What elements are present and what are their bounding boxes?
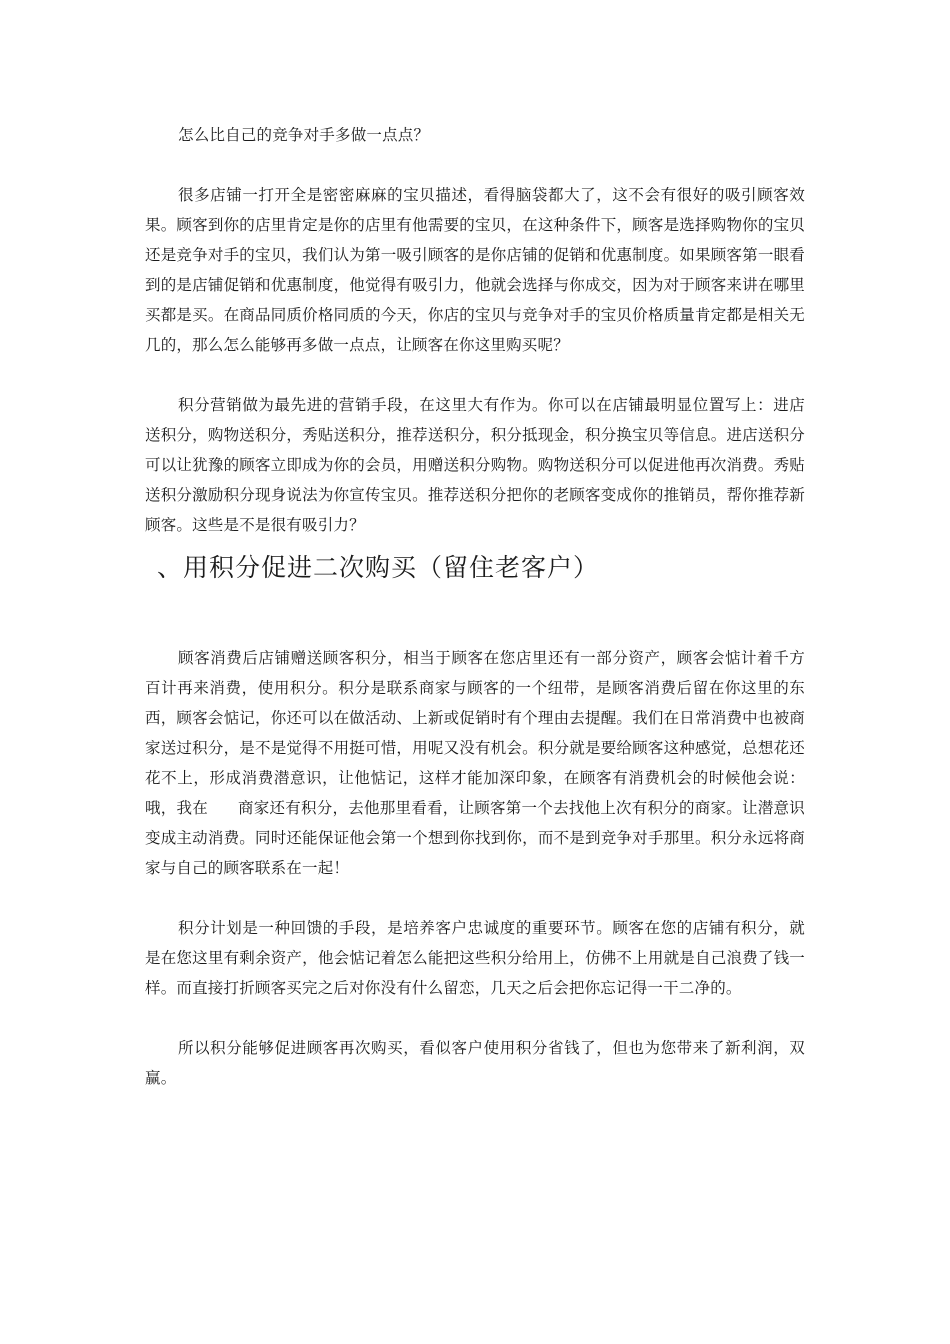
body-paragraph-3-part2: 商家还有积分，去他那里看看，让顾客第一个去找他上次有积分的商家。让潜意识变成主动消费。同时还能保证他会第一个想到你找到你，而不是到竞争对手那里。积分永远将商家与自己的顾客联系在一起！: [145, 799, 805, 877]
document-page: [145, 120, 805, 1093]
body-paragraph-4: 积分计划是一种回馈的手段，是培养客户忠诚度的重要环节。顾客在您的店铺有积分，就是在您这里有剩余资产，他会惦记着怎么能把这些积分给用上，仿佛不上用就是自己浪费了钱一样。而直接打折顾客买完之后对你没有什么留恋，几天之后会把你忘记得一干二净的。: [145, 919, 805, 997]
body-paragraph-5: 所以积分能够促进顾客再次购买，看似客户使用积分省钱了，但也为您带来了新利润，双赢。: [145, 1039, 805, 1087]
body-paragraph-3-part1: 顾客消费后店铺赠送顾客积分，相当于顾客在您店里还有一部分资产，顾客会惦计着千方百计再来消费，使用积分。积分是联系商家与顾客的一个纽带，是顾客消费后留在你这里的东西，顾客会惦记，你还可以在做活动、上新或促销时有个理由去提醒。我们在日常消费中也被商家送过积分，是不是觉得不用挺可惜，用呢又没有机会。积分就是要给顾客这种感觉，总想花还花不上，形成消费潜意识，让他惦记，这样才能加深印象，在顾客有消费机会的时候他会说：哦，我在: [145, 649, 805, 817]
body-paragraph-3: [145, 643, 805, 883]
question-paragraph: 怎么比自己的竞争对手多做一点点？: [178, 126, 430, 144]
body-paragraph-1: 很多店铺一打开全是密密麻麻的宝贝描述，看得脑袋都大了，这不会有很好的吸引顾客效果。顾客到你的店里肯定是你的店里有他需要的宝贝，在这种条件下，顾客是选择购物你的宝贝还是竞争对手的宝贝，我们认为第一吸引顾客的是你店铺的促销和优惠制度。如果顾客第一眼看到的是店铺促销和优惠制度，他觉得有吸引力，他就会选择与你成交，因为对于顾客来讲在哪里买都是买。在商品同质价格同质的今天，你店的宝贝与竞争对手的宝贝价格质量肯定都是相关无几的，那么怎么能够再多做一点点，让顾客在你这里购买呢？: [145, 186, 805, 354]
body-paragraph-2: 积分营销做为最先进的营销手段，在这里大有作为。你可以在店铺最明显位置写上：进店送积分，购物送积分，秀贴送积分，推荐送积分，积分抵现金，积分换宝贝等信息。进店送积分可以让犹豫的顾客立即成为你的会员，用赠送积分购物。购物送积分可以促进他再次消费。秀贴送积分激励积分现身说法为你宣传宝贝。推荐送积分把你的老顾客变成你的推销员，帮你推荐新顾客。这些是不是很有吸引力？: [145, 396, 805, 534]
section-heading: 、用积分促进二次购买（留住老客户）: [157, 553, 600, 582]
